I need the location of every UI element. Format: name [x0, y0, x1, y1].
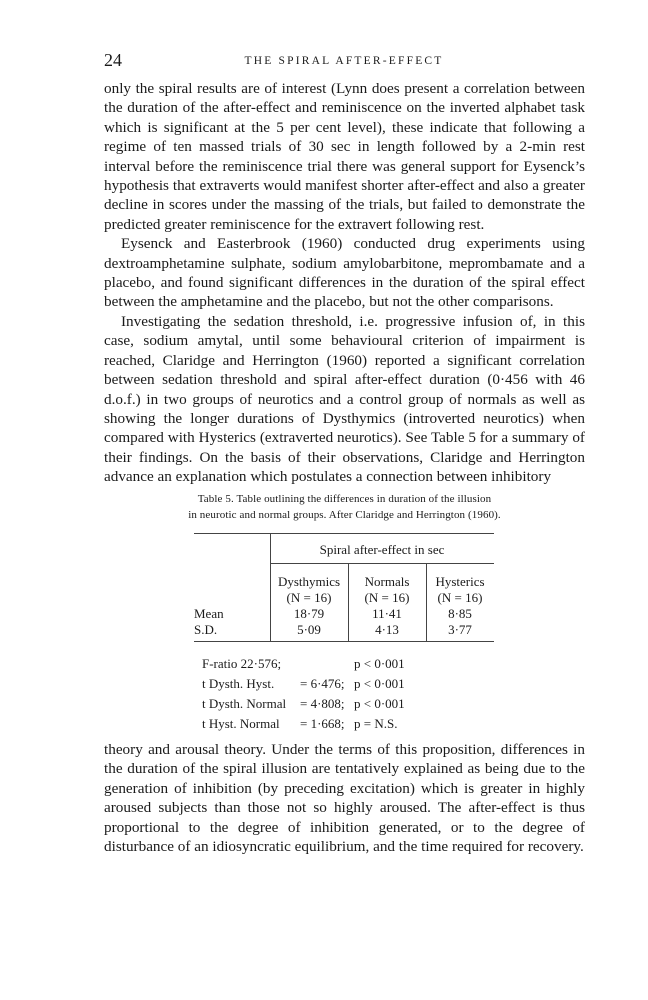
- column-header: Dysthymics: [277, 574, 341, 589]
- results-table: [194, 533, 494, 643]
- column-n: (N = 16): [364, 590, 410, 605]
- table-cell-mean: 8·85: [448, 606, 472, 621]
- paragraph: Eysenck and Easterbrook (1960) conducted drug experiments using dextroamphetamine sulphate, sodium amylobarbitone, meprombamate and a placebo, and found significant differences in the duration of the spiral effect between the amphetamine and the placebo, but not the other comparisons.: [104, 235, 585, 311]
- page-number: 24: [104, 50, 122, 70]
- stat-value: = 6·476;: [300, 676, 345, 691]
- stat-value: = 1·668;: [300, 716, 345, 731]
- column-n: (N = 16): [286, 590, 332, 605]
- stat-label: t Dysth. Hyst.: [202, 676, 275, 691]
- table-top-rule: [194, 533, 494, 534]
- stat-label: t Dysth. Normal: [202, 696, 287, 711]
- stat-label: t Hyst. Normal: [202, 716, 280, 731]
- paragraph: theory and arousal theory. Under the terms of this proposition, differences in the duration of the spiral illusion are tentatively explained as being due to the generation of inhibition (by preceding excitation) which is greater in highly aroused subjects than those not so highly aroused. The after-effect is thus proportional to the degree of inhibition generated, or to the degree of disturbance of an idiosyncratic equilibrium, and the time required for recovery.: [104, 741, 585, 856]
- stat-p: p < 0·001: [354, 656, 405, 671]
- stat-p: p = N.S.: [354, 716, 398, 731]
- column-header: Hysterics: [435, 574, 485, 589]
- row-label-mean: Mean: [194, 606, 224, 621]
- table-cell-sd: 3·77: [448, 622, 472, 637]
- row-label-sd: S.D.: [194, 622, 218, 637]
- table-cell-sd: 4·13: [375, 622, 399, 637]
- table-caption: [104, 491, 585, 523]
- body-text-top: [104, 79, 585, 487]
- page-header: [104, 50, 584, 72]
- table-cell-sd: 5·09: [297, 622, 321, 637]
- column-n: (N = 16): [437, 590, 483, 605]
- stat-p: p < 0·001: [354, 696, 405, 711]
- running-head: THE SPIRAL AFTER-EFFECT: [244, 55, 444, 67]
- stat-p: p < 0·001: [354, 676, 405, 691]
- table-spanner: Spiral after-effect in sec: [319, 542, 445, 557]
- paragraph: only the spiral results are of interest (Lynn does present a correlation between the duration of the after-effect and reminiscence on the inverted alphabet task which is significant at the 5 per cent level), these indicate that following a regime of ten massed trials of 30 sec in length followed by a 2-min rest interval before the reminiscence trial there was general support for Eysenck’s hypothesis that extraverts would manifest shorter after-effect and also a greater decline in scores under the massing of the trials, but failed to demonstrate the predicted greater reminiscence for the extravert following rest.: [104, 80, 585, 233]
- stat-value: = 4·808;: [300, 696, 345, 711]
- table-caption-line: in neurotic and normal groups. After Claridge and Herrington (1960).: [188, 509, 501, 521]
- table-bottom-rule: [194, 641, 494, 642]
- stat-label: F-ratio 22·576;: [202, 656, 282, 671]
- body-text-bottom: [104, 740, 585, 856]
- spanner-rule: [270, 563, 494, 564]
- table-caption-line: Table 5. Table outlining the differences in duration of the illusion: [197, 493, 492, 505]
- column-header: Normals: [364, 574, 410, 589]
- table-cell-mean: 11·41: [372, 606, 402, 621]
- table-cell-mean: 18·79: [293, 606, 325, 621]
- paragraph: Investigating the sedation threshold, i.e. progressive infusion of, in this case, sodium amytal, until some behavioural criterion of impairment is reached, Claridge and Herrington (1960) reported a significant correlation between sedation threshold and spiral after-effect duration (0·456 with 46 d.o.f.) in two groups of neurotics and a control group of normals as well as showing the longer durations of Dysthymics (introverted neurotics) when compared with Hysterics (extraverted neurotics). See Table 5 for a summary of their findings. On the basis of their observations, Claridge and Herrington advance an explanation which postulates a connection between inhibitory: [104, 312, 585, 486]
